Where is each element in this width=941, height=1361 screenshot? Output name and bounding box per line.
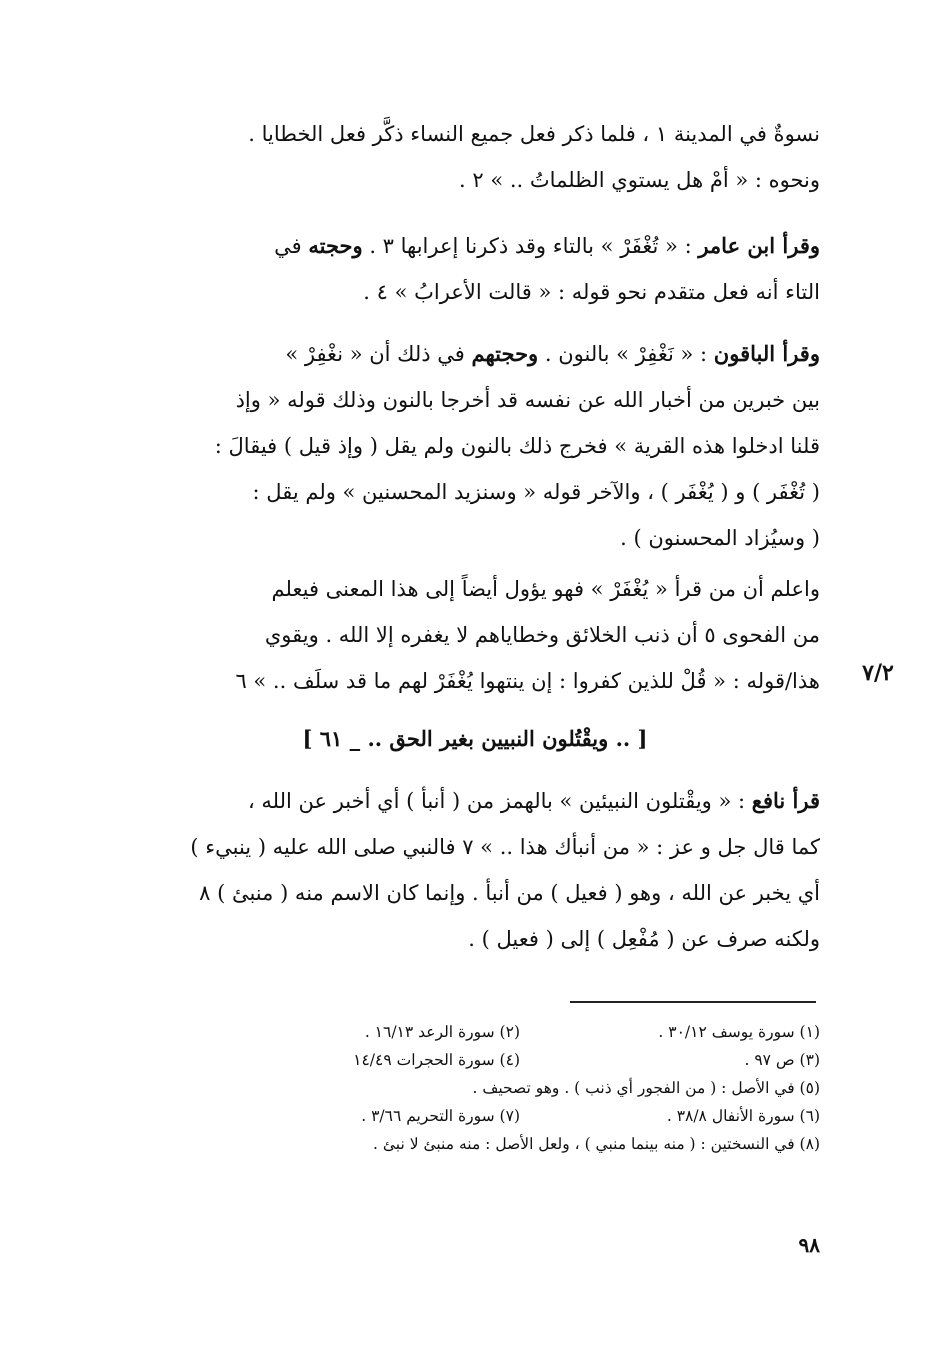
paragraph-line: من الفحوى ٥ أن ذنب الخلائق وخطاياهم لا يغفره إلا الله . ويقوي xyxy=(264,623,820,647)
footnote-8: (٨) في النسختين : ( منه بينما منبي ) ، ولعل الأصل : منه منبئ لا نبئ . xyxy=(373,1135,820,1153)
paragraph-line: وقرأ ابن عامر : « تُغْفَرْ » بالتاء وقد ذكرنا إعرابها ٣ . وحجته في xyxy=(274,233,820,258)
argument-label: وحجته xyxy=(308,233,363,258)
manuscript-folio-marker: ٧/٢ xyxy=(862,660,894,686)
footnote-7: (٧) سورة التحريم ٣/٦٦ . xyxy=(361,1107,520,1125)
paragraph-line: أي يخبر عن الله ، وهو ( فعيل ) من أنبأ . وإنما كان الاسم منه ( منبئ ) ٨ xyxy=(199,881,820,905)
paragraph-line: ونحوه : « أمْ هل يستوي الظلماتُ .. » ٢ . xyxy=(459,168,820,192)
paragraph-line: نسوةٌ في المدينة ١ ، فلما ذكر فعل جميع النساء ذكَّر فعل الخطايا . xyxy=(248,122,820,146)
footnote-6: (٦) سورة الأنفال ٣٨/٨ . xyxy=(666,1107,820,1125)
paragraph-5 xyxy=(130,778,820,962)
footnote-5: (٥) في الأصل : ( من الفجور أي ذنب ) . وهو تصحيف . xyxy=(472,1079,820,1097)
footnote-row xyxy=(180,1102,820,1130)
paragraph-line: ولكنه صرف عن ( مُفْعِل ) إلى ( فعيل ) . xyxy=(468,927,820,951)
paragraph-line: كما قال جل و عز : « من أنبأك هذا .. » ٧ فالنبي صلى الله عليه ( ينبيء ) xyxy=(190,835,820,859)
reader-name: قرأ نافع xyxy=(751,788,820,813)
paragraph-line: بين خبرين من أخبار الله عن نفسه قد أخرجا بالنون وذلك قوله « وإذ xyxy=(235,388,820,412)
footnotes xyxy=(180,1018,820,1158)
footnote-1: (١) سورة يوسف ٣٠/١٢ . xyxy=(658,1023,820,1041)
paragraph-line: قلنا ادخلوا هذه القرية » فخرج ذلك بالنون ولم يقل ( وإذ قيل ) فيقالَ : xyxy=(214,434,820,458)
paragraph-line: ( تُغْفَر ) و ( يُغْفَر ) ، والآخر قوله « وسنزيد المحسنين » ولم يقل : xyxy=(252,480,820,504)
footnote-row xyxy=(180,1018,820,1046)
section-heading: [ .. ويقْتُلون النبيين بغير الحق .. _ ٦١ ] xyxy=(302,726,648,751)
footnote-3: (٣) ص ٩٧ . xyxy=(744,1051,820,1069)
paragraph-line: هذا/قوله : « قُلْ للذين كفروا : إن ينتهوا يُغْفَرْ لهم ما قد سلَف .. » ٦ xyxy=(235,669,820,693)
paragraph-line: ( وسيُزاد المحسنون ) . xyxy=(620,526,820,550)
reader-name: وقرأ ابن عامر xyxy=(698,233,820,258)
paragraph-3 xyxy=(130,331,820,561)
footnote-row xyxy=(180,1046,820,1074)
argument-label: وحجتهم xyxy=(471,341,539,366)
paragraph-line: وقرأ الباقون : « نَغْفِرْ » بالنون . وحجتهم في ذلك أن « نغْفِرْ » xyxy=(285,341,820,366)
reader-name: وقرأ الباقون xyxy=(713,341,820,366)
paragraph-line: واعلم أن من قرأ « يُغْفَرْ » فهو يؤول أيضاً إلى هذا المعنى فيعلم xyxy=(271,577,820,601)
paragraph-line: قرأ نافع : « ويقْتلون النبيئين » بالهمز من ( أنبأ ) أي أخبر عن الله ، xyxy=(247,788,820,813)
paragraph-4 xyxy=(130,566,820,704)
paragraph-line: التاء أنه فعل متقدم نحو قوله : « قالت الأعرابُ » ٤ . xyxy=(363,280,820,304)
page-number: ٩٨ xyxy=(798,1233,820,1257)
footnote-4: (٤) سورة الحجرات ١٤/٤٩ xyxy=(353,1051,520,1069)
footnote-2: (٢) سورة الرعد ١٦/١٣ . xyxy=(364,1023,520,1041)
footnote-divider xyxy=(570,1001,816,1003)
paragraph-2 xyxy=(130,223,820,315)
paragraph-1 xyxy=(130,111,820,203)
